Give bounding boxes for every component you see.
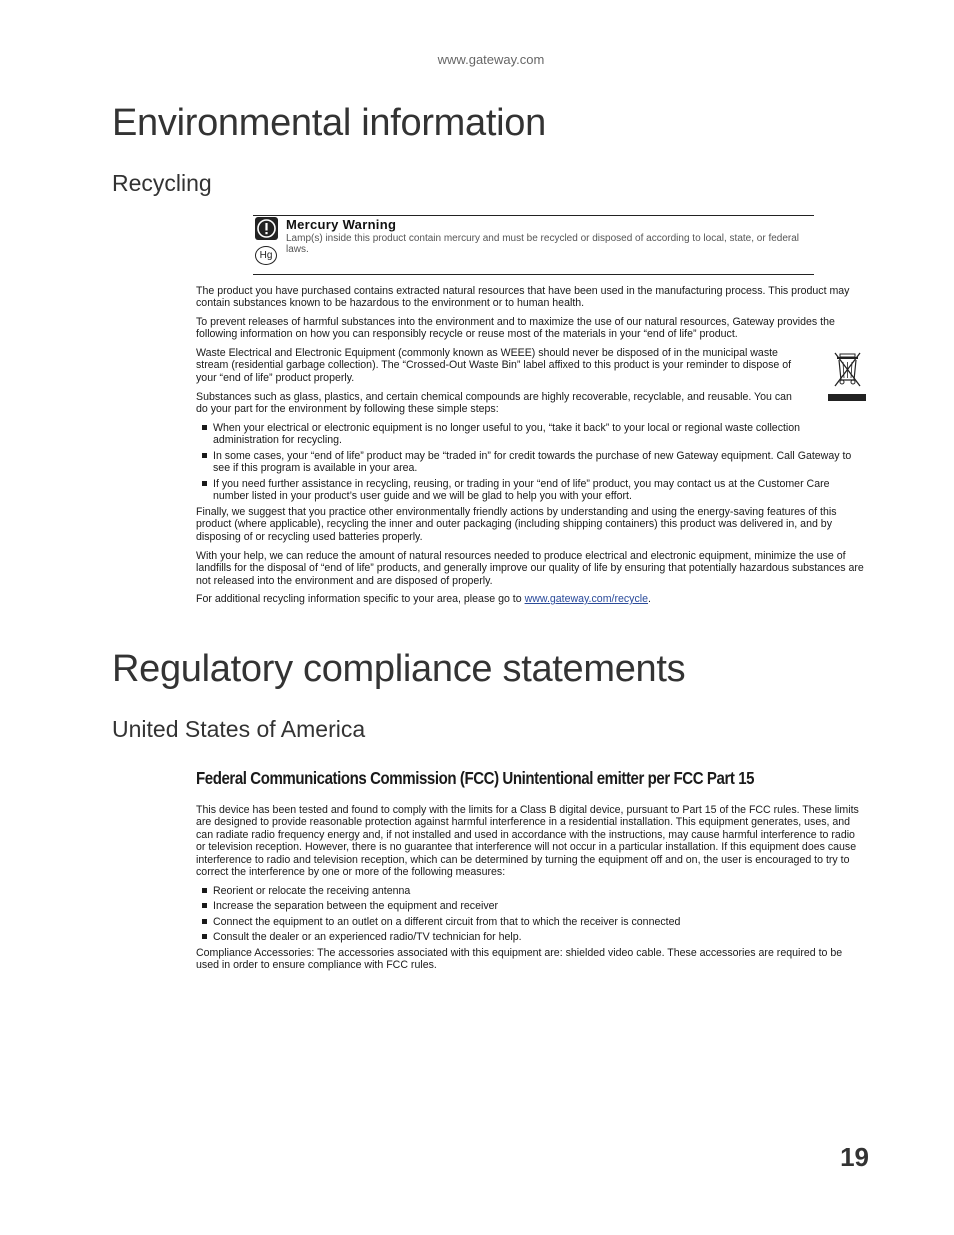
fcc-heading: Federal Communications Commission (FCC) Unintentional emitter per FCC Part 15 [196, 768, 755, 788]
fcc-measures-list [196, 885, 866, 944]
warning-icon [255, 217, 278, 240]
recycling-link-prefix: For additional recycling information specific to your area, please go to [196, 593, 525, 605]
recycle-link[interactable]: www.gateway.com/recycle [524, 593, 649, 605]
environmental-title: Environmental information [112, 102, 546, 144]
recycling-link-suffix: . [648, 593, 651, 605]
site-url: www.gateway.com [437, 52, 545, 67]
compliance-accessories: Compliance Accessories: The accessories associated with this equipment are: shielded video cable. These accessories are required to be used in order to ensure compliance with FCC rules. [196, 947, 843, 972]
warning-text: Lamp(s) inside this product contain mercury and must be recycled or disposed of according to local, state, or federal laws. [286, 233, 800, 255]
recycling-paragraph-4: Substances such as glass, plastics, and certain chemical compounds are highly recoverable, recyclable, and reusable. You can do your part for the environment by following these simple steps: [196, 391, 792, 416]
recycling-paragraph-7 [196, 593, 866, 605]
list-item: Consult the dealer or an experienced radio/TV technician for help. [196, 931, 866, 943]
fcc-paragraph: This device has been tested and found to comply with the limits for a Class B digital device, pursuant to Part 15 of the FCC rules. These limits are designed to provide reasonable protection against harmful interference in a residential installation. This equipment generates, uses, and can radiate radio frequency energy and, if not installed and used in accordance with the instructions, may cause harmful interference to radio or television reception. However, there is no guarantee that interference will not occur in a particular installation. If this equipment does cause interference to radio and television reception, which can be determined by turning the equipment off and on, the user is encouraged to try to correct the interference by one or more of the following measures: [196, 804, 859, 879]
mercury-warning [253, 215, 814, 275]
region-heading: United States of America [112, 716, 366, 742]
recycling-paragraph-5: Finally, we suggest that you practice other environmentally friendly actions by understanding and using the energy-saving features of this product (where applicable), recycling the inner and outer packaging (including shipping containers) this product was delivered in, and by disposing of or recycling used batteries properly. [196, 506, 837, 543]
list-item: Reorient or relocate the receiving antenna [196, 885, 866, 897]
regulatory-title: Regulatory compliance statements [112, 648, 686, 690]
recycling-steps-list [196, 422, 866, 502]
list-item: Connect the equipment to an outlet on a different circuit from that to which the receiver is connected [196, 916, 866, 928]
list-item: If you need further assistance in recycling, reusing, or trading in your “end of life” product, you may contact us at the Customer Care number listed in your product’s user guide and we will be glad to help you with your effort. [196, 478, 866, 503]
list-item: When your electrical or electronic equipment is no longer useful to you, “take it back” to your local or regional waste collection administration for recycling. [196, 422, 866, 447]
recycling-paragraph-2: To prevent releases of harmful substances into the environment and to maximize the use of our natural resources, Gateway provides the following information on how you can responsibly recycle or reuse most of the materials in your “end of life” product. [196, 316, 835, 341]
recycling-heading: Recycling [112, 170, 212, 196]
warning-title: Mercury Warning [286, 217, 397, 232]
crossed-out-waste-bin-icon [828, 348, 866, 402]
list-item: Increase the separation between the equipment and receiver [196, 900, 866, 912]
recycling-paragraph-3: Waste Electrical and Electronic Equipment (commonly known as WEEE) should never be disposed of in the municipal waste stream (residential garbage collection). The “Crossed-Out Waste Bin” label affixed to this product is your reminder to dispose of your “end of life” product properly. [196, 347, 792, 384]
mercury-hg-icon: Hg [255, 246, 277, 265]
list-item: In some cases, your “end of life” product may be “traded in” for credit towards the purchase of new Gateway equipment. Call Gateway to see if this program is available in your area. [196, 450, 866, 475]
recycling-paragraph-1: The product you have purchased contains extracted natural resources that have been used in the manufacturing process. This product may contain substances known to be hazardous to the environment or to human health. [196, 285, 850, 310]
page-number: 19 [840, 1142, 869, 1172]
recycling-paragraph-6: With your help, we can reduce the amount of natural resources needed to produce electrical and electronic equipment, minimize the use of landfills for the disposal of “end of life” products, and generally improve our quality of life by ensuring that potentially hazardous substances are not released into the environment and are disposed of properly. [196, 550, 864, 587]
